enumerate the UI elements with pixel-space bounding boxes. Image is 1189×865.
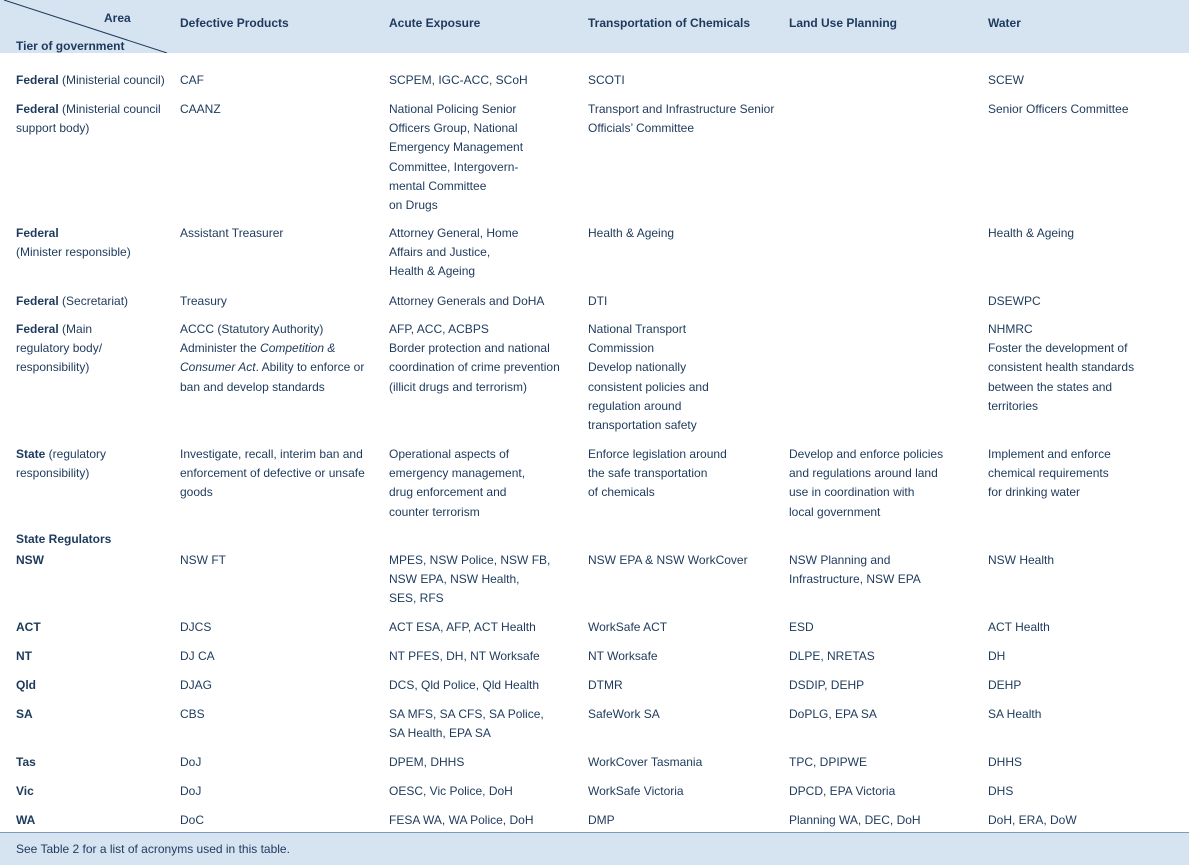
table-header	[0, 0, 1189, 53]
tier-cell: Federal (Secretariat)	[16, 294, 129, 308]
table-cell: Transport and Infrastructure Senior Officials’ Committee	[588, 102, 775, 136]
tier-cell: Federal (Ministerial council)	[16, 73, 165, 87]
table-cell: Attorney General, Home Affairs and Justice, Health & Ageing	[389, 226, 519, 279]
table-cell: DoH, ERA, DoW	[988, 813, 1077, 827]
table-cell: AFP, ACC, ACBPS Border protection and national coordination of crime prevention (illicit drugs and terrorism)	[389, 322, 560, 394]
table-cell: MPES, NSW Police, NSW FB, NSW EPA, NSW Health, SES, RFS	[389, 553, 551, 606]
table-cell: Health & Ageing	[988, 226, 1075, 240]
table-cell: National Transport Commission Develop nationally consistent policies and regulation around transportation safety	[588, 322, 709, 433]
corner-area-label: Area	[104, 11, 131, 25]
tier-cell: Federal (Ministerial council support body)	[16, 102, 161, 136]
tier-cell: Qld	[16, 678, 36, 692]
table-cell: ACCC (Statutory Authority) Administer the Competition & Consumer Act. Ability to enforce or ban and develop standards	[180, 322, 365, 394]
table-cell: DMP	[588, 813, 615, 827]
tier-cell: NT	[16, 649, 32, 663]
table-cell: SA Health	[988, 707, 1042, 721]
table-cell: Implement and enforce chemical requirements for drinking water	[988, 447, 1111, 500]
table-cell: SCOTI	[588, 73, 625, 87]
table-cell: NSW Planning and Infrastructure, NSW EPA	[789, 553, 921, 587]
table-cell: SCPEM, IGC-ACC, SCoH	[389, 73, 528, 87]
table-cell: DHS	[988, 784, 1014, 798]
table-cell: WorkCover Tasmania	[588, 755, 703, 769]
table-footnote	[0, 832, 1189, 865]
table-cell: DSDIP, DEHP	[789, 678, 865, 692]
table-cell: DSEWPC	[988, 294, 1041, 308]
tier-cell: ACT	[16, 620, 41, 634]
table-cell: DEHP	[988, 678, 1022, 692]
state-regulators-subheading: State Regulators	[16, 532, 112, 546]
table-cell: Planning WA, DEC, DoH	[789, 813, 921, 827]
table-cell: Develop and enforce policies and regulations around land use in coordination with local government	[789, 447, 944, 519]
table-cell: NSW FT	[180, 553, 226, 567]
table-cell: NSW Health	[988, 553, 1055, 567]
column-header-land-use: Land Use Planning	[789, 16, 898, 30]
tier-cell: SA	[16, 707, 33, 721]
table-cell: Enforce legislation around the safe transportation of chemicals	[588, 447, 727, 500]
tier-cell: State (regulatory responsibility)	[16, 447, 107, 481]
table-cell: DLPE, NRETAS	[789, 649, 875, 663]
column-header-acute-exposure: Acute Exposure	[389, 16, 481, 30]
table-cell: Senior Officers Committee	[988, 102, 1129, 116]
table-cell: FESA WA, WA Police, DoH	[389, 813, 534, 827]
table-cell: DH	[988, 649, 1006, 663]
table-cell: NT Worksafe	[588, 649, 658, 663]
column-header-defective-products: Defective Products	[180, 16, 289, 30]
table-cell: CAF	[180, 73, 204, 87]
table-cell: DJ CA	[180, 649, 215, 663]
table-cell: DPCD, EPA Victoria	[789, 784, 896, 798]
table-cell: DoC	[180, 813, 205, 827]
table-cell: ACT Health	[988, 620, 1050, 634]
table-cell: DoJ	[180, 755, 202, 769]
table-cell: ACT ESA, AFP, ACT Health	[389, 620, 536, 634]
table-cell: NT PFES, DH, NT Worksafe	[389, 649, 540, 663]
table-cell: SCEW	[988, 73, 1024, 87]
table-cell: DHHS	[988, 755, 1023, 769]
table-cell: CBS	[180, 707, 205, 721]
table-cell: Treasury	[180, 294, 227, 308]
table-cell: WorkSafe Victoria	[588, 784, 684, 798]
table-cell: WorkSafe ACT	[588, 620, 668, 634]
tier-cell: Federal (Minister responsible)	[16, 226, 131, 260]
table-cell: DoJ	[180, 784, 202, 798]
table-cell: Operational aspects of emergency management, drug enforcement and counter terrorism	[389, 447, 526, 519]
table-cell: OESC, Vic Police, DoH	[389, 784, 513, 798]
tier-cell: Federal (Main regulatory body/ responsibility)	[16, 322, 103, 375]
column-header-water: Water	[988, 16, 1021, 30]
tier-cell: NSW	[16, 553, 44, 567]
table-cell: Investigate, recall, interim ban and enforcement of defective or unsafe goods	[180, 447, 365, 500]
table-cell: DJCS	[180, 620, 212, 634]
table-cell: ESD	[789, 620, 814, 634]
table-cell: NSW EPA & NSW WorkCover	[588, 553, 748, 567]
tier-cell: Vic	[16, 784, 34, 798]
column-header-transportation: Transportation of Chemicals	[588, 16, 751, 30]
table-cell: CAANZ	[180, 102, 221, 116]
tier-cell: Tas	[16, 755, 36, 769]
table-cell: DTI	[588, 294, 608, 308]
table-cell: DPEM, DHHS	[389, 755, 465, 769]
corner-tier-label: Tier of government	[16, 39, 125, 53]
footnote-text: See Table 2 for a list of acronyms used in this table.	[16, 842, 290, 856]
tier-cell: WA	[16, 813, 36, 827]
table-cell: DTMR	[588, 678, 623, 692]
table-cell: National Policing Senior Officers Group, National Emergency Management Committee, Intergovern- mental Committee on Drugs	[389, 102, 524, 213]
table-cell: Health & Ageing	[588, 226, 675, 240]
table-cell: SafeWork SA	[588, 707, 660, 721]
table-cell: DCS, Qld Police, Qld Health	[389, 678, 540, 692]
table-cell: TPC, DPIPWE	[789, 755, 868, 769]
table-cell: Assistant Treasurer	[180, 226, 284, 240]
table-cell: SA MFS, SA CFS, SA Police, SA Health, EPA SA	[389, 707, 544, 741]
table-cell: DJAG	[180, 678, 213, 692]
table-cell: NHMRC Foster the development of consistent health standards between the states and territories	[988, 322, 1135, 413]
table-cell: DoPLG, EPA SA	[789, 707, 877, 721]
table-cell: Attorney Generals and DoHA	[389, 294, 545, 308]
